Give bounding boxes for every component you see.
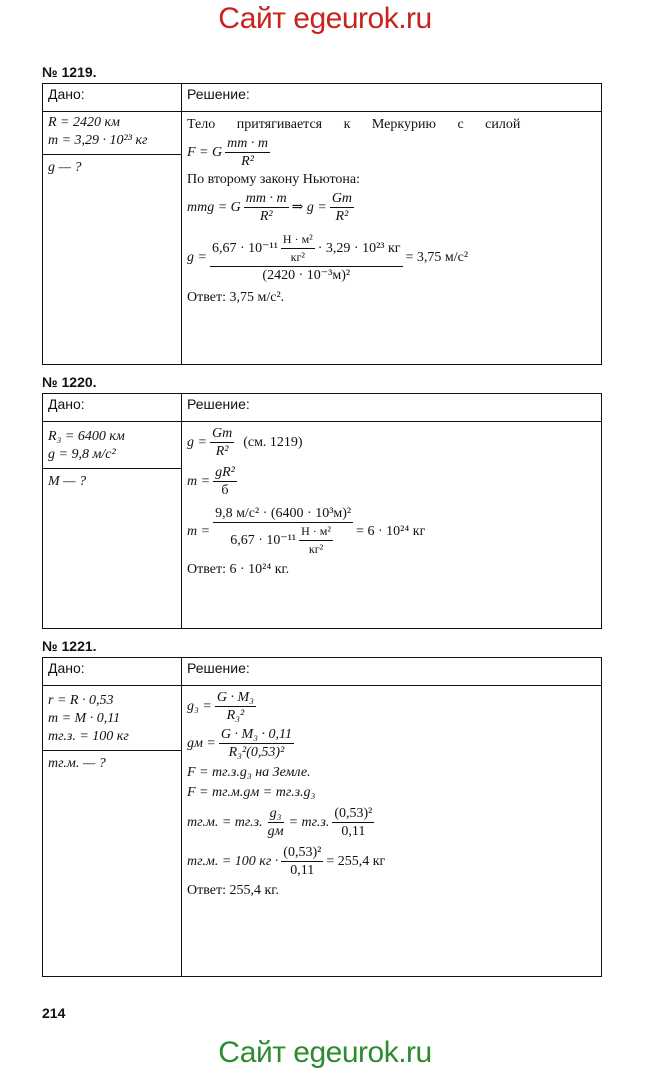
fraction-denominator: (2420 · 10⁻³м)²: [262, 268, 351, 283]
problem-number: № 1221.: [42, 638, 97, 654]
fraction-denominator: R²: [215, 444, 229, 459]
formula-g: [187, 426, 596, 459]
fraction-numerator: G · M₃ · 0,11: [220, 727, 292, 742]
problem-table-1219: [42, 83, 602, 365]
unit-numerator: Н · м²: [281, 232, 315, 249]
solution-cell: [182, 686, 602, 977]
fraction-denominator: R₃²(0,53)²: [228, 745, 285, 760]
given-line: m = M · 0,11: [48, 711, 121, 726]
formula-part: ⇒ g =: [291, 199, 327, 215]
site-header-title: Сайт egeurok.ru: [218, 2, 432, 35]
given-header: Дано:: [43, 394, 182, 422]
given-cell: [43, 422, 182, 629]
unit-denominator: кг²: [290, 250, 306, 264]
formula-ratio: [187, 806, 596, 839]
find-line: g — ?: [48, 160, 82, 175]
given-header: Дано:: [43, 84, 182, 112]
find-line: M — ?: [48, 474, 87, 489]
given-line: R = 2420 км: [48, 115, 120, 130]
find-line: mг.м. — ?: [48, 756, 106, 771]
fraction-numerator: gR²: [215, 465, 235, 480]
fraction-numerator: Gm: [331, 191, 353, 206]
formula-note: (см. 1219): [243, 434, 303, 450]
given-header: Дано:: [43, 658, 182, 686]
formula-part: m =: [187, 523, 211, 539]
fraction-numerator: mт · m: [245, 191, 287, 206]
unit-numerator: Н · м²: [299, 524, 333, 541]
find-cell: [43, 750, 181, 773]
fraction-denominator: б: [221, 483, 229, 498]
solution-header: Решение:: [182, 84, 602, 112]
formula-part: mг.м. = mг.з.: [187, 814, 263, 830]
formula-g3: [187, 690, 596, 723]
solution-text: По второму закону Ньютона:: [187, 172, 361, 187]
answer: Ответ: 6 · 10²⁴ кг.: [187, 562, 290, 577]
fraction-numerator: 9,8 м/с² · (6400 · 10³м)²: [215, 506, 352, 521]
fraction-numerator: g₃: [269, 806, 282, 821]
fraction-denominator: 0,11: [290, 863, 315, 878]
formula-m: [187, 465, 596, 498]
problem-table-1220: [42, 393, 602, 629]
formula-part: gм =: [187, 735, 216, 751]
fraction-denominator: R²: [259, 209, 273, 224]
solution-cell: [182, 112, 602, 365]
fraction-numerator: · 3,29 · 10²³ кг: [317, 241, 401, 256]
given-line: mг.з. = 100 кг: [48, 729, 129, 744]
fraction-numerator: mт · m: [227, 136, 268, 151]
fraction-numerator: (0,53)²: [283, 845, 322, 860]
given-cell: [43, 686, 182, 977]
problem-number: № 1219.: [42, 64, 97, 80]
formula-result: = 3,75 м/с²: [405, 249, 469, 265]
answer: Ответ: 3,75 м/с².: [187, 290, 285, 305]
formula-gm: [187, 727, 596, 760]
fraction-numerator: Gm: [211, 426, 233, 441]
site-footer-title: Сайт egeurok.ru: [218, 1036, 432, 1069]
find-cell: [43, 154, 181, 177]
fraction-numerator: 6,67 · 10⁻¹¹: [211, 241, 278, 256]
formula-calc: [187, 506, 596, 557]
given-line: r = R · 0,53: [48, 693, 114, 708]
solution-header: Решение:: [182, 394, 602, 422]
find-cell: [43, 468, 181, 491]
fraction-denominator: R²: [241, 154, 254, 169]
solution-cell: [182, 422, 602, 629]
formula-part: m =: [187, 473, 211, 489]
solution-text: Тело притягивается к Меркурию с силой: [187, 117, 521, 132]
formula-calc: [187, 845, 596, 878]
given-line: R₃ = 6400 км: [48, 429, 125, 444]
formula-result: = 255,4 кг: [326, 853, 386, 869]
fraction-denominator: 6,67 · 10⁻¹¹: [230, 533, 297, 548]
solution-text: F = mг.з.g₃ на Земле.: [187, 765, 311, 780]
fraction-numerator: G · M₃: [216, 690, 254, 705]
formula-part: mтg = G: [187, 199, 241, 215]
problem-number: № 1220.: [42, 374, 97, 390]
formula-part: F = G: [187, 144, 223, 160]
unit-denominator: кг²: [308, 542, 324, 556]
solution-text: F = mг.м.gм = mг.з.g₃: [187, 785, 316, 800]
fraction-denominator: gм: [267, 824, 284, 839]
fraction-numerator: (0,53)²: [334, 806, 373, 821]
formula-newton: [187, 191, 596, 224]
formula-part: = mг.з.: [288, 814, 330, 830]
fraction-denominator: R²: [335, 209, 349, 224]
fraction-denominator: 0,11: [341, 824, 366, 839]
page-number: 214: [42, 1005, 66, 1021]
formula-part: g₃ =: [187, 698, 212, 714]
formula-calc: [187, 232, 596, 283]
formula-part: g =: [187, 249, 207, 265]
formula-force: [187, 136, 596, 169]
given-line: g = 9,8 м/с²: [48, 447, 116, 462]
formula-part: g =: [187, 434, 207, 450]
fraction-denominator: R₃²: [226, 708, 245, 723]
formula-part: mг.м. = 100 кг ·: [187, 853, 279, 869]
answer: Ответ: 255,4 кг.: [187, 883, 279, 898]
solution-header: Решение:: [182, 658, 602, 686]
formula-result: = 6 · 10²⁴ кг: [356, 523, 426, 539]
given-line: m = 3,29 · 10²³ кг: [48, 133, 148, 148]
problem-table-1221: [42, 657, 602, 977]
given-cell: [43, 112, 182, 365]
